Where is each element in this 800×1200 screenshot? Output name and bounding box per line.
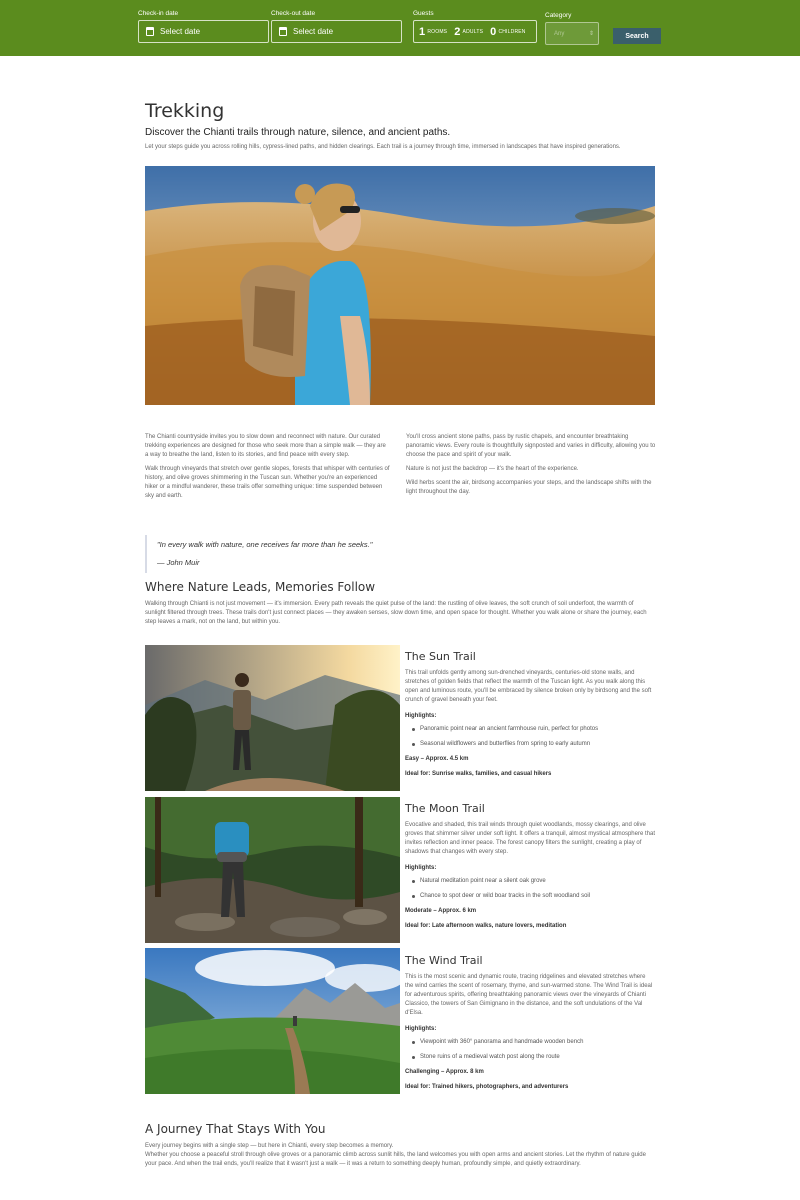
chevron-updown-icon: ⇕ [588,31,594,37]
highlights-label: Highlights: [405,1026,437,1032]
adults-group [454,26,483,38]
highlight-text: Seasonal wildflowers and butterflies from spring to early autumn [420,741,591,747]
children-label: CHILDREN [498,28,526,35]
highlight-text: Viewpoint with 360° panorama and handmade wooden bench [420,1039,584,1045]
list-item [412,726,655,732]
trail-difficulty: Challenging – Approx. 8 km [405,1069,484,1075]
highlight-text: Stone ruins of a medieval watch post along the route [420,1054,560,1060]
paragraph: Walk through vineyards that stretch over gentle slopes, forests that whisper with centuries of history, and olive groves shimmering in the Tuscan sun. Whether you're an experienced hiker or a mindful wanderer, these trails offer something unique: time suspended between sky and earth. [145,466,390,499]
page-intro: Let your steps guide you across rolling hills, cypress-lined paths, and hidden clearings. Each trail is a journey through time, immersed in landscapes that have inspired generations. [145,144,621,150]
trail-title: The Moon Trail [405,802,485,815]
trail-description: Evocative and shaded, this trail winds through quiet woodlands, mossy clearings, and olive groves that shimmer silver under soft light. It offers a tranquil, almost mystical atmosphere that invites reflection and inner peace. The forest canopy filters the sunlight, creating a play of shadows that changes with every step. [405,822,655,855]
bullet-icon [412,728,415,731]
sun-trail-image [145,645,400,791]
trail-description: This trail unfolds gently among sun-drenched vineyards, centuries-old stone walls, and stretches of golden fields that reflect the warmth of the Tuscan light. As you walk along this open and luminous route, you'll be embraced by silence broken only by birdsong and the soft crunch of gravel beneath your feet. [405,670,652,703]
bullet-icon [412,895,415,898]
checkout-field [271,10,402,43]
checkout-label: Check-out date [271,10,316,17]
checkin-input[interactable] [138,20,269,43]
adults-label: ADULTS [462,28,484,35]
trail-ideal-for: Ideal for: Trained hikers, photographers, and adventurers [405,1084,569,1090]
journey-line-2: Whether you choose a peaceful stroll through olive groves or a panoramic climb across sunlit hills, the land welcomes you with open arms and ancient stories. Let the rhythm of nature guide your pace. And when the trail ends, you'll realize that it wasn't just a walk — it was a return to something deeply human, profoundly simple, and quietly extraordinary. [145,1152,646,1167]
checkout-input[interactable] [271,20,402,43]
moon-trail-image [145,797,400,943]
highlight-text: Chance to spot deer or wild boar tracks in the soft woodland soil [420,893,591,899]
trail-card-moon [405,802,655,938]
blockquote [145,535,385,573]
adults-count: 2 [454,25,461,38]
hero-image-hiker [145,166,655,405]
highlights-label: Highlights: [405,713,437,719]
journey-line-1: Every journey begins with a single step — but here in Chianti, every step becomes a memory. [145,1143,394,1149]
quote-author: — John Muir [157,558,200,567]
trail-difficulty: Moderate – Approx. 6 km [405,908,477,914]
checkout-value: Select date [293,27,334,36]
paragraph: You'll cross ancient stone paths, pass by rustic chapels, and encounter breathtaking panoramic views. Every route is thoughtfully signposted and varies in difficulty, allowing you to choose the pace and spirit of your walk. [406,434,656,458]
list-item [412,1054,655,1060]
trail-description: This is the most scenic and dynamic route, tracing ridgelines and elevated stretches where the wind carries the scent of rosemary, thyme, and sun-warmed stone. The Wind Trail is ideal for adventurous spirits, offering breathtaking panoramic views over the vineyards of Chianti Classico, the towers of San Gimignano in the distance, and the soft undulations of the Val d'Elsa. [405,974,653,1016]
trail-title: The Wind Trail [405,954,483,967]
rooms-count: 1 [419,25,426,38]
page-subtitle: Discover the Chianti trails through nature, silence, and ancient paths. [145,127,451,138]
page-title: Trekking [145,100,225,122]
paragraph: The Chianti countryside invites you to slow down and reconnect with nature. Our curated trekking experiences are designed for those who seek more than a simple walk — they are a way to breathe the land, listen to its stories, and find peace with every step. [145,434,386,458]
paragraph: Wild herbs scent the air, birdsong accompanies your steps, and the landscape shifts with the light throughout the day. [406,480,652,495]
children-count: 0 [490,25,497,38]
paragraph: Nature is not just the backdrop — it's the heart of the experience. [406,466,579,472]
highlight-text: Panoramic point near an ancient farmhouse ruin, perfect for photos [420,726,599,732]
trail-difficulty: Easy – Approx. 4.5 km [405,756,469,762]
search-button[interactable]: Search [613,28,661,44]
highlights-label: Highlights: [405,865,437,871]
list-item [412,878,655,884]
intro-column-right [406,433,656,502]
wind-trail-image [145,948,400,1094]
category-label: Category [545,12,572,19]
guests-field [413,10,537,43]
highlight-text: Natural meditation point near a silent oak grove [420,878,546,884]
bullet-icon [412,1041,415,1044]
trail-card-wind [405,954,655,1099]
category-select[interactable] [545,22,599,45]
section-title: Where Nature Leads, Memories Follow [145,580,376,594]
intro-column-left [145,433,390,506]
category-value: Any [554,30,565,37]
list-item [412,893,655,899]
trail-card-sun [405,650,655,786]
trail-ideal-for: Ideal for: Sunrise walks, families, and casual hikers [405,771,552,777]
highlights-list [412,878,655,899]
checkin-value: Select date [160,27,201,36]
trail-ideal-for: Ideal for: Late afternoon walks, nature lovers, meditation [405,923,567,929]
highlights-list [412,726,655,747]
list-item [412,741,655,747]
calendar-icon [146,27,154,36]
rooms-group [419,26,447,38]
checkin-label: Check-in date [138,10,179,17]
quote-text: "In every walk with nature, one receives far more than he seeks." [157,540,373,549]
bullet-icon [412,1056,415,1059]
checkin-field [138,10,269,43]
bullet-icon [412,880,415,883]
calendar-icon [279,27,287,36]
section-text: Walking through Chianti is not just movement — it's immersion. Every path reveals the quiet pulse of the land: the rustling of olive leaves, the soft crunch of soil underfoot, the warmth of sunlight filtered through trees. These trails don't just connect places — they awaken senses, slow down time, and open space for thought. Whether you walk alone or share the journey, each step leaves a mark, not on the land, but within you. [145,601,647,625]
trail-title: The Sun Trail [405,650,476,663]
highlights-list [412,1039,655,1060]
guests-selector[interactable] [413,20,537,43]
bullet-icon [412,743,415,746]
journey-title: A Journey That Stays With You [145,1122,326,1136]
rooms-label: ROOMS [427,28,448,35]
list-item [412,1039,655,1045]
children-group [490,26,526,38]
booking-bar [0,0,800,56]
category-field [545,12,599,45]
guests-label: Guests [413,10,434,17]
